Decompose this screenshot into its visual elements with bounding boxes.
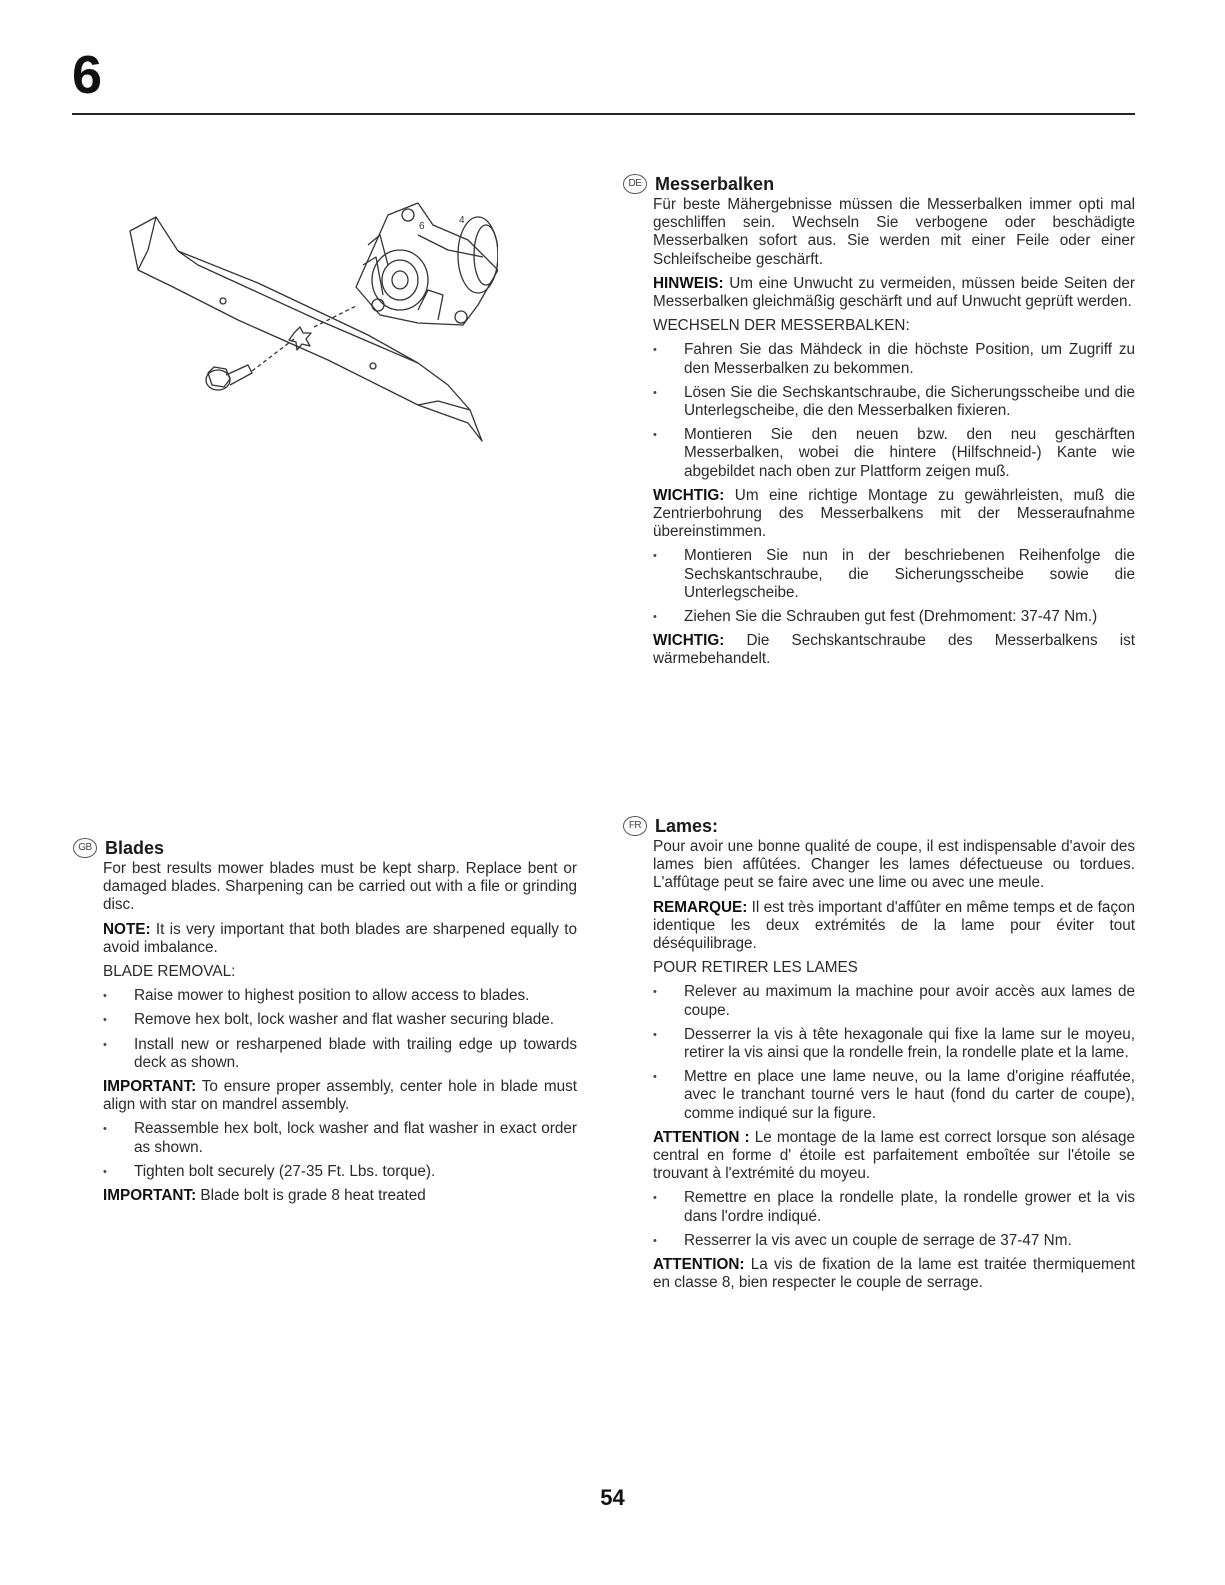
chapter-number: 6 <box>72 45 103 105</box>
list-item: • Remettre en place la rondelle plate, la rondelle grower et la vis dans l'ordre indiqué. <box>653 1189 1135 1225</box>
language-badge-de: DE <box>623 174 647 194</box>
list-item: • Fahren Sie das Mähdeck in die höchste Position, um Zugriff zu den Messerbalken zu bekommen. <box>653 341 1135 377</box>
figure-label-6: 6 <box>419 221 425 232</box>
subheading-gb: BLADE REMOVAL: <box>103 963 236 981</box>
section-title-gb: Blades <box>105 837 165 858</box>
steps-list-gb-1 <box>103 987 577 1072</box>
intro-de: Für beste Mähergebnisse müssen die Messerbalken immer opti mal geschliffen sein. Wechseln Sie verbogene oder beschädigte Messerbalken sofort aus. Sie werden mit einer Feile oder einer Schleifscheibe geschärft. <box>653 196 1135 268</box>
important-de-2: WICHTIG: Die Sechskantschraube des Messerbalkens ist wärmebehandelt. <box>653 632 1135 668</box>
important-de-1: WICHTIG: Um eine richtige Montage zu gewährleisten, muß die Zentrierbohrung des Messerbalkens mit der Messeraufnahme übereinstimmen. <box>653 486 1135 541</box>
subheading-de: WECHSELN DER MESSERBALKEN: <box>653 317 910 335</box>
blade-drawing <box>130 217 482 441</box>
star-hole-drawing <box>289 327 311 350</box>
list-item: • Install new or resharpened blade with trailing edge up towards deck as shown. <box>103 1036 577 1072</box>
list-item: • Montieren Sie den neuen bzw. den neu geschärften Messerbalken, wobei die hintere (Hilfschneid-) Kante wie abgebildet nach oben zur Plattform zeigen muß. <box>653 426 1135 481</box>
header-rule <box>72 113 1135 115</box>
list-item: • Raise mower to highest position to allow access to blades. <box>103 987 577 1005</box>
page-number: 54 <box>600 1485 625 1510</box>
list-item: • Ziehen Sie die Schrauben gut fest (Drehmoment: 37-47 Nm.) <box>653 608 1135 626</box>
hex-bolt-drawing <box>206 365 252 390</box>
section-title-fr: Lames: <box>655 815 719 836</box>
steps-list-gb-2 <box>103 1120 577 1181</box>
figure-label-4: 4 <box>459 215 465 226</box>
list-item: • Lösen Sie die Sechskantschraube, die Sicherungsscheibe und die Unterlegscheibe, die den Messerbalken fixieren. <box>653 384 1135 420</box>
mandrel-drawing <box>356 203 498 325</box>
steps-list-fr-2 <box>653 1189 1135 1250</box>
intro-gb: For best results mower blades must be kept sharp. Replace bent or damaged blades. Sharpening can be carried out with a file or grinding disc. <box>103 860 577 914</box>
language-badge-fr: FR <box>623 816 647 836</box>
steps-list-fr-1 <box>653 983 1135 1122</box>
steps-list-de-1 <box>653 341 1135 480</box>
note-gb: NOTE: It is very important that both blades are sharpened equally to avoid imbalance. <box>103 920 577 956</box>
list-item: • Reassemble hex bolt, lock washer and flat washer in exact order as shown. <box>103 1120 577 1156</box>
important-gb-1: IMPORTANT: To ensure proper assembly, center hole in blade must align with star on mandrel assembly. <box>103 1078 577 1114</box>
intro-fr: Pour avoir une bonne qualité de coupe, il est indispensable d'avoir des lames bien affûtées. Changer les lames défectueuse ou tordues. L'affûtage peut se faire avec une lime ou avec une meule. <box>653 838 1135 892</box>
blade-assembly-figure <box>118 195 498 455</box>
list-item: • Relever au maximum la machine pour avoir accès aux lames de coupe. <box>653 983 1135 1019</box>
list-item: • Remove hex bolt, lock washer and flat washer securing blade. <box>103 1011 577 1029</box>
section-gb <box>78 837 577 1211</box>
list-item: • Montieren Sie nun in der beschriebenen Reihenfolge die Sechskantschraube, die Sicherungsscheibe sowie die Unterlegscheibe. <box>653 547 1135 602</box>
note-de: HINWEIS: Um eine Unwucht zu vermeiden, müssen beide Seiten der Messerbalken gleichmäßig geschärft und auf Unwucht geprüft werden. <box>653 274 1135 311</box>
section-fr <box>628 815 1135 1298</box>
section-title-de: Messerbalken <box>655 173 775 194</box>
section-de <box>628 173 1135 675</box>
important-fr-1: ATTENTION : Le montage de la lame est correct lorsque son alésage central en forme d' étoile est parfaitement emboîtée sur l'étoile se trouvant à l'extrémité du moyeu. <box>653 1128 1135 1183</box>
steps-list-de-2 <box>653 547 1135 626</box>
important-gb-2: IMPORTANT: Blade bolt is grade 8 heat treated <box>103 1187 426 1205</box>
important-fr-2: ATTENTION: La vis de fixation de la lame est traitée thermiquement en classe 8, bien respecter le couple de serrage. <box>653 1256 1135 1292</box>
list-item: • Resserrer la vis avec un couple de serrage de 37-47 Nm. <box>653 1232 1135 1250</box>
language-badge-gb: GB <box>73 838 97 858</box>
list-item: • Tighten bolt securely (27-35 Ft. Lbs. torque). <box>103 1163 577 1181</box>
subheading-fr: POUR RETIRER LES LAMES <box>653 959 858 977</box>
list-item: • Desserrer la vis à tête hexagonale qui fixe la lame sur le moyeu, retirer la vis ainsi que la rondelle frein, la rondelle plate et la lame. <box>653 1026 1135 1062</box>
list-item: • Mettre en place une lame neuve, ou la lame d'origine réaffutée, avec le tranchant tourné vers le haut (fond du carter de coupe), comme indiqué sur la figure. <box>653 1068 1135 1123</box>
note-fr: REMARQUE: Il est très important d'affûter en même temps et de façon identique les deux extrémités de la lame pour éviter tout déséquilibrage. <box>653 898 1135 953</box>
